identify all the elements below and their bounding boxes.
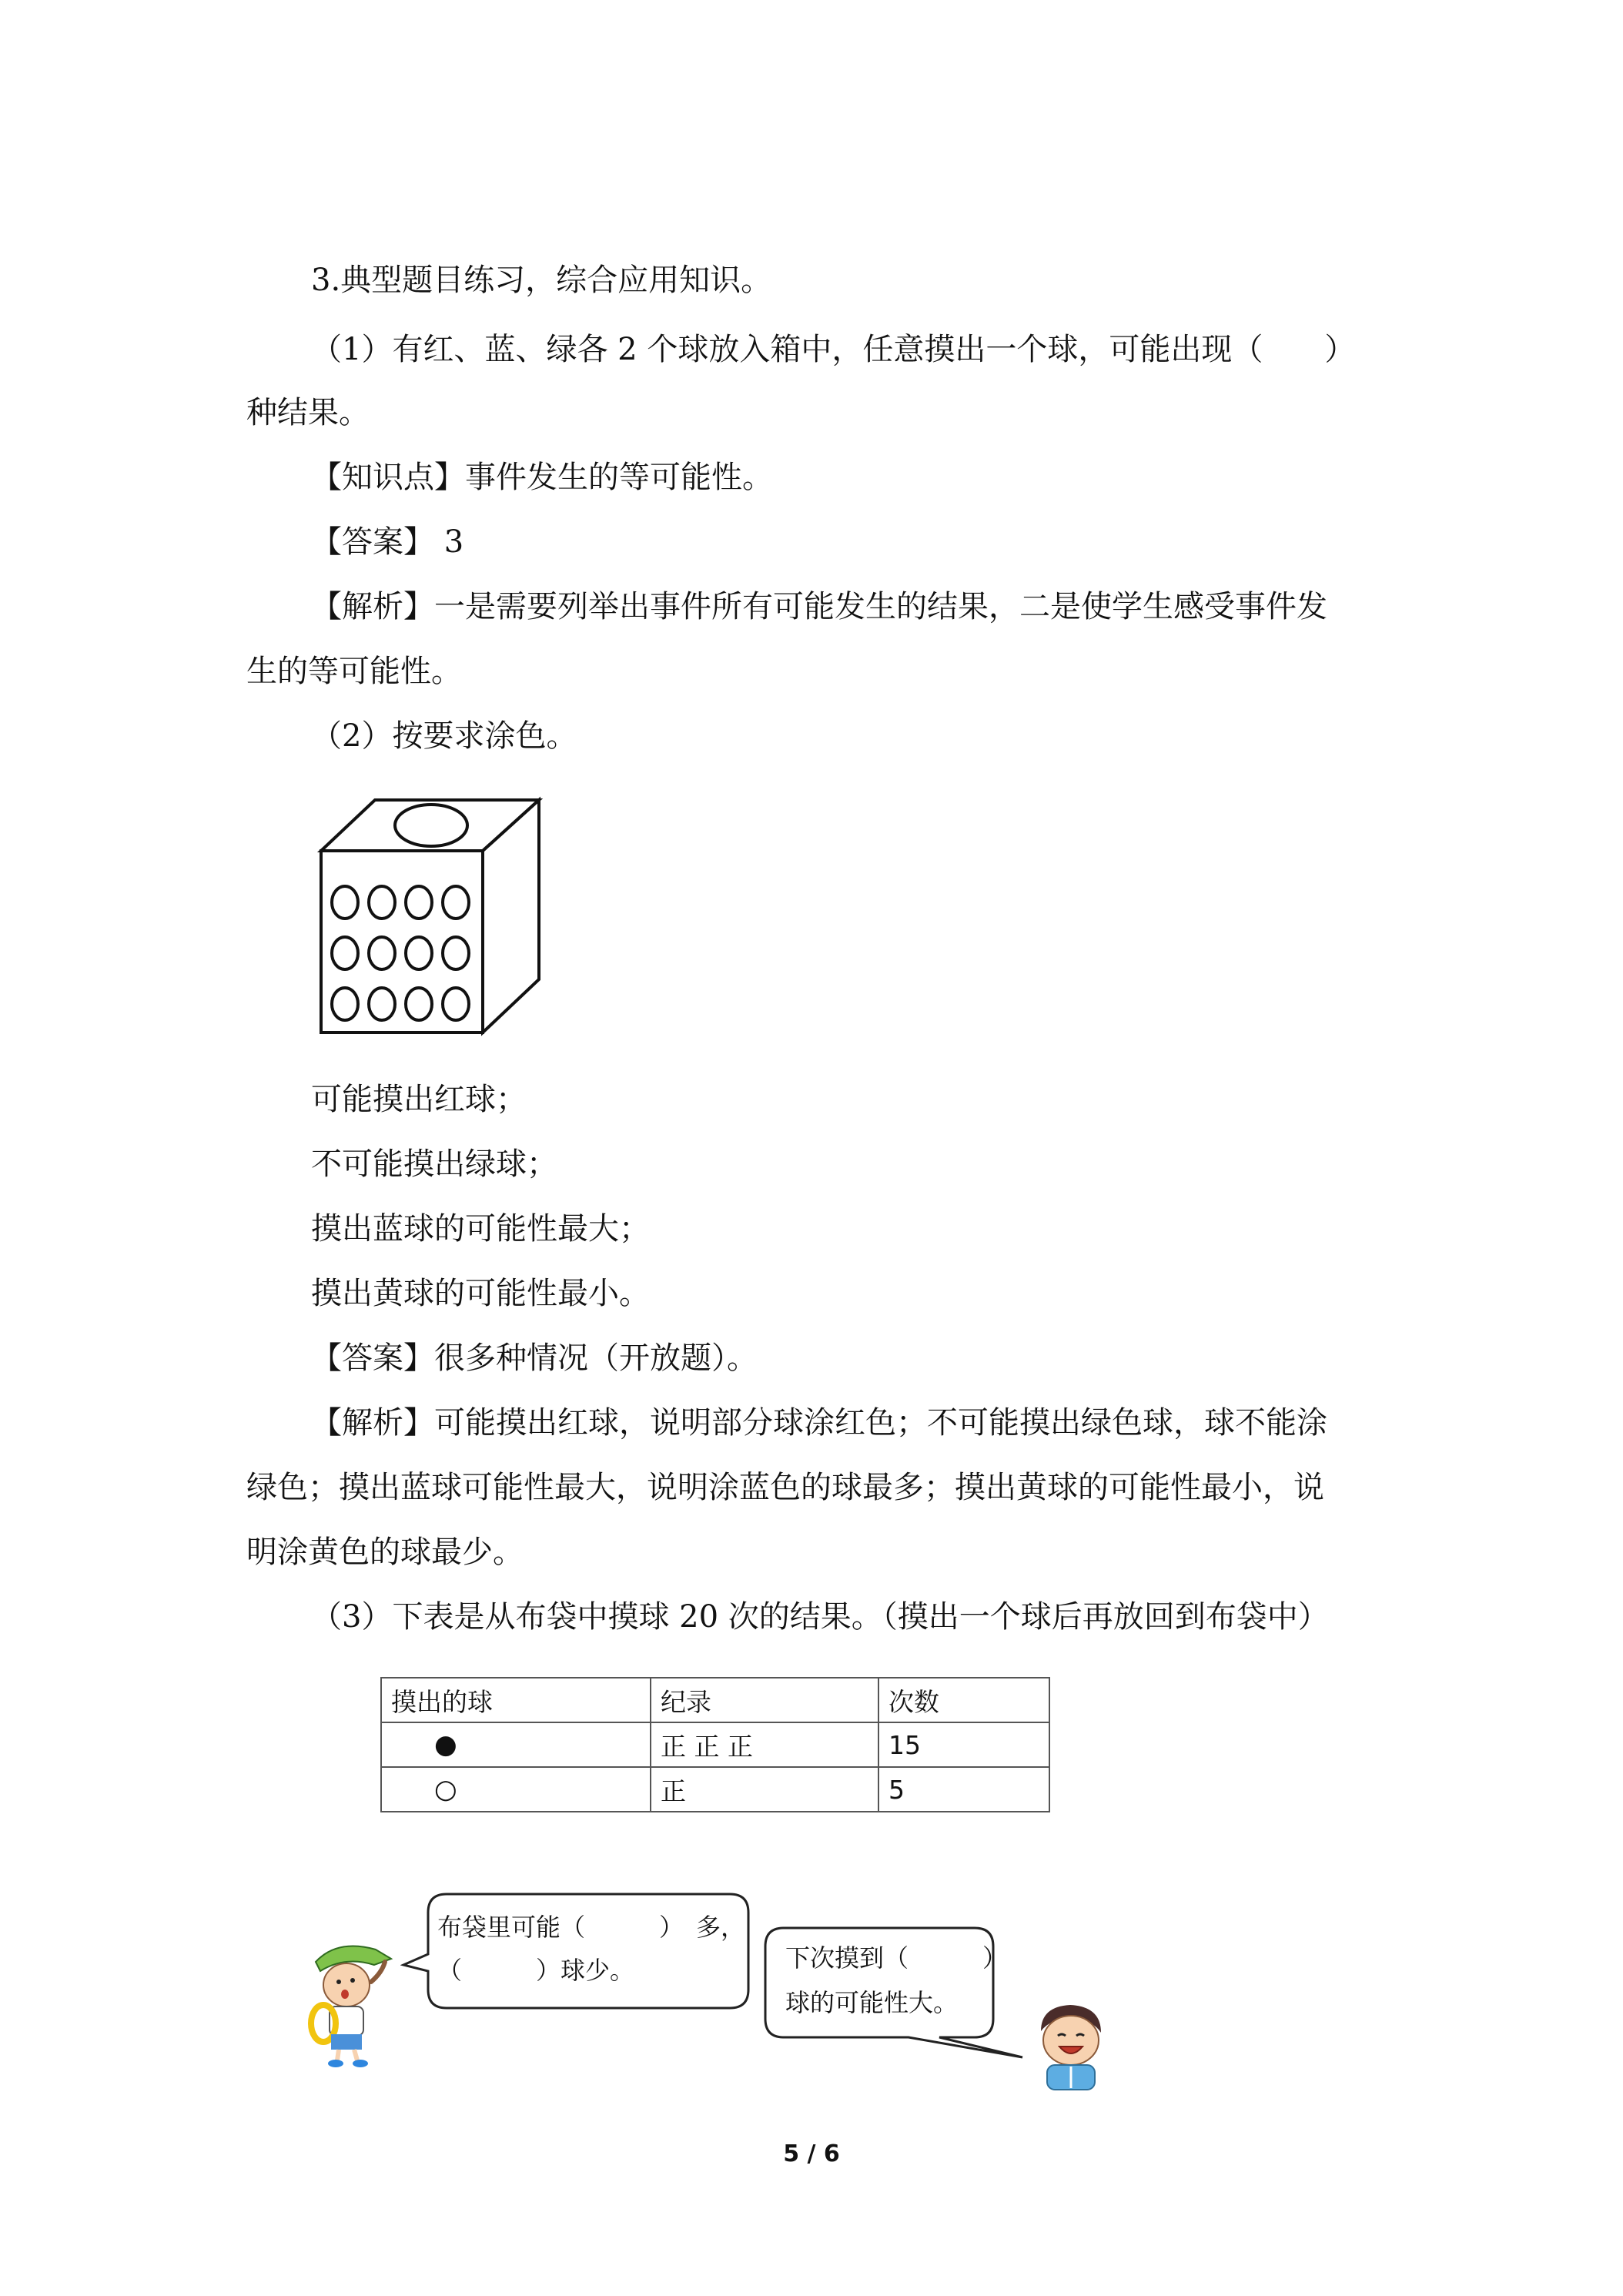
- record-cell: 正: [651, 1767, 878, 1812]
- ball-outline: [332, 886, 358, 919]
- ball-outline: [369, 886, 395, 919]
- ball-white: ○: [381, 1767, 651, 1812]
- question-3: （3）下表是从布袋中摸球 20 次的结果。（摸出一个球后再放回到布袋中）: [311, 1599, 1329, 1635]
- analysis-1-cont: 生的等可能性。: [246, 654, 462, 689]
- question-1: （1）有红、蓝、绿各 2 个球放入箱中，任意摸出一个球，可能出现（ ）: [311, 332, 1356, 367]
- ball-outline: [369, 988, 395, 1020]
- table-row: [381, 1767, 1049, 1812]
- analysis-2-cont1: 绿色；摸出蓝球可能性最大，说明涂蓝色的球最多；摸出黄球的可能性最小，说: [246, 1470, 1324, 1505]
- ball-outline: [406, 937, 432, 969]
- ball-outline: [369, 937, 395, 969]
- question-2: （2）按要求涂色。: [311, 718, 577, 754]
- ball-outline: [406, 988, 432, 1020]
- draw-record-table: [380, 1677, 1050, 1812]
- analysis-2: 【解析】可能摸出红球，说明部分球涂红色；不可能摸出绿色球，球不能涂: [311, 1405, 1327, 1441]
- ball-grid: [332, 886, 469, 1020]
- ball-box-figure: [308, 792, 554, 1046]
- analysis-2-cont2: 明涂黄色的球最少。: [246, 1535, 524, 1570]
- ball-outline: [332, 988, 358, 1020]
- section-heading: 3.典型题目练习，综合应用知识。: [311, 263, 772, 298]
- box-front-face: [321, 851, 483, 1033]
- header-count: 次数: [878, 1678, 1049, 1722]
- bubble-left-line2: （ ）球少。: [437, 1956, 635, 1985]
- ball-outline: [332, 937, 358, 969]
- table-header-row: [381, 1678, 1049, 1722]
- condition-blue: 摸出蓝球的可能性最大；: [311, 1211, 650, 1247]
- header-record: 纪录: [651, 1678, 878, 1722]
- answer-2: 【答案】很多种情况（开放题）。: [311, 1340, 758, 1376]
- boy-with-cap-illustration: [306, 1939, 407, 2070]
- header-ball: 摸出的球: [381, 1678, 651, 1722]
- ball-outline: [443, 886, 469, 919]
- condition-red: 可能摸出红球；: [311, 1082, 527, 1117]
- box-opening: [395, 805, 467, 846]
- ball-outline: [443, 988, 469, 1020]
- bubble-left-line1: 布袋里可能（ ） 多，: [437, 1913, 746, 1942]
- ball-outline: [406, 886, 432, 919]
- condition-yellow: 摸出黄球的可能性最小。: [311, 1276, 650, 1311]
- count-cell: 15: [878, 1722, 1049, 1767]
- box-side-face: [483, 800, 539, 1033]
- bubble-right-line2: 球的可能性大。: [785, 1988, 959, 2017]
- condition-green: 不可能摸出绿球；: [311, 1146, 557, 1182]
- answer-1: 【答案】 3: [311, 524, 464, 560]
- record-cell: 正 正 正: [651, 1722, 878, 1767]
- ball-black: ●: [381, 1722, 651, 1767]
- question-1-cont: 种结果。: [246, 395, 370, 430]
- analysis-1: 【解析】一是需要列举出事件所有可能发生的结果，二是使学生感受事件发: [311, 589, 1327, 624]
- knowledge-point: 【知识点】事件发生的等可能性。: [311, 460, 773, 495]
- table-row: [381, 1722, 1049, 1767]
- ball-outline: [443, 937, 469, 969]
- bubble-right-line1: 下次摸到（ ）: [785, 1943, 1008, 1973]
- smiling-boy-illustration: [1030, 2000, 1115, 2093]
- count-cell: 5: [878, 1767, 1049, 1812]
- page-number: 5 / 6: [783, 2140, 840, 2167]
- box-top-face: [321, 800, 539, 851]
